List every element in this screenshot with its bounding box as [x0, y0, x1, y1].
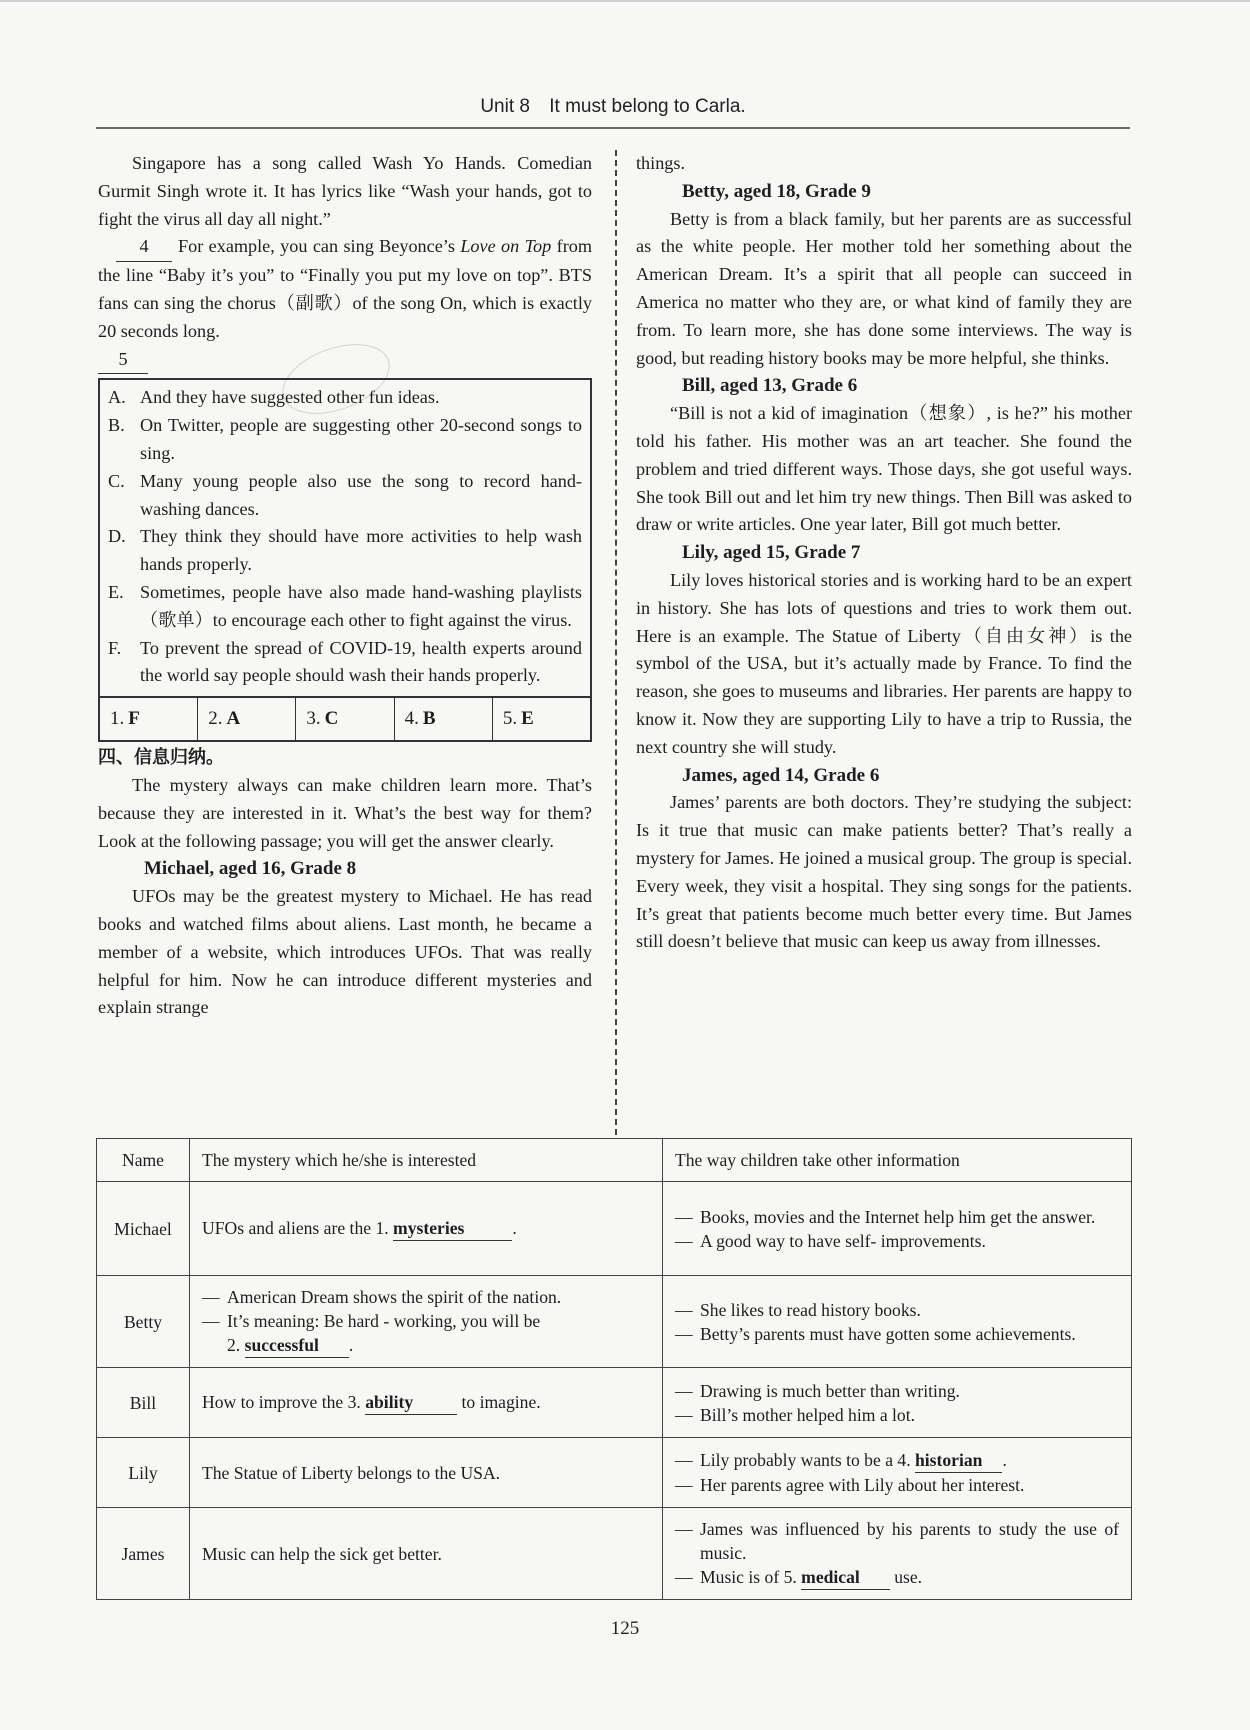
- table-row-lily: Lily The Statue of Liberty belongs to the USA. — Lily probably wants to be a 4. historian . — Her parents agree with Lily about her interest.: [97, 1438, 1132, 1508]
- table-row-betty: Betty — American Dream shows the spirit of the nation. — It’s meaning: Be hard - working, you will be 2. successful . — She likes to read history books. — Betty’s parents must have gotten some achievements.: [97, 1276, 1132, 1368]
- james-paragraph: James’ parents are both doctors. They’re studying the subject: Is it true that music can make patients better? That’s really a mystery for James. He joined a musical group. The group is special. Every week, they visit a hospital. They sing songs for the patients. It’s great that patients become much better every time. But James still doesn’t believe that music can keep us away from illnesses.: [636, 792, 1132, 952]
- header-rule: [96, 127, 1130, 129]
- option-f: F. To prevent the spread of COVID-19, health experts around the world say people should wash their hands properly.: [108, 637, 582, 686]
- lily-paragraph: Lily loves historical stories and is working hard to be an expert in history. She has lots of questions and tries to work them out. Here is an example. The Statue of Liberty（自由女神）is the symbol of the USA, but it’s actually made by France. To find the reason, she goes to museums and libraries. Her parents are happy to know it. Now they are supporting Lily to have a trip to Russia, the next country she will study.: [636, 569, 1132, 757]
- answer-fill-2: successful: [245, 1333, 349, 1358]
- option-c: C. Many young people also use the song to record hand-washing dances.: [108, 470, 582, 519]
- answer-2: 2. A: [198, 698, 296, 740]
- bill-paragraph: “Bill is not a kid of imagination（想象）, is he?” his mother told his father. His mother was an art teacher. She found the problem and tried different ways. Those days, she got useful ways. She took Bill out and let him try new things. Then Bill was asked to draw or write articles. One year later, Bill got much better.: [636, 403, 1132, 535]
- header-name: Name: [97, 1139, 190, 1182]
- header-mystery: The mystery which he/she is interested: [190, 1139, 663, 1182]
- left-column: [98, 150, 592, 1022]
- right-column: [636, 150, 1132, 956]
- intro-paragraph: The mystery always can make children learn more. That’s because they are interested in it. What’s the best way for them? Look at the following passage; you will get the answer clearly.: [98, 774, 592, 851]
- answer-fill-3: ability: [365, 1390, 457, 1415]
- column-divider: [615, 150, 617, 1135]
- betty-heading: Betty, aged 18, Grade 9: [682, 180, 871, 202]
- song-title: Love on Top: [460, 236, 552, 257]
- option-a: A. And they have suggested other fun ideas.: [108, 387, 440, 408]
- table-row-michael: Michael UFOs and aliens are the 1. mysteries . — Books, movies and the Internet help him get the answer. — A good way to have self- improvements.: [97, 1182, 1132, 1276]
- table-header-row: [97, 1139, 1132, 1182]
- answer-4: 4. B: [395, 698, 493, 740]
- page-edge: [0, 0, 1250, 2]
- blank-5: 5: [98, 346, 148, 375]
- table-row-james: James Music can help the sick get better. — James was influenced by his parents to study the use of music. — Music is of 5. medical use.: [97, 1508, 1132, 1600]
- page-header: [96, 96, 1130, 126]
- answer-fill-1: mysteries: [393, 1216, 512, 1241]
- answer-1: 1. F: [100, 698, 198, 740]
- blank-4: 4: [116, 233, 172, 262]
- header-way: The way children take other information: [663, 1139, 1132, 1182]
- unit-label: Unit 8: [480, 96, 530, 117]
- lily-heading: Lily, aged 15, Grade 7: [682, 542, 861, 564]
- option-b: B. On Twitter, people are suggesting other 20-second songs to sing.: [108, 415, 582, 463]
- options-box: [98, 378, 592, 698]
- paragraph-blank5: [98, 346, 592, 375]
- paragraph-example: 4 For example, you can sing Beyonce’s Love on Top from the line “Baby it’s you” to “Finally you put my love on top”. BTS fans can sing the chorus（副歌）of the song On, which is exactly 20 seconds long.: [98, 233, 592, 345]
- answer-5: 5. E: [502, 708, 534, 730]
- michael-paragraph-continued: things.: [636, 153, 686, 173]
- table-row-bill: Bill How to improve the 3. ability to imagine. — Drawing is much better than writing. — Bill’s mother helped him a lot.: [97, 1368, 1132, 1438]
- michael-paragraph: UFOs may be the greatest mystery to Michael. He has read books and watched films about aliens. Last month, he became a member of a website, which introduces UFOs. That was really helpful for him. Now he can introduce different mysteries and explain strange: [98, 886, 592, 1018]
- betty-paragraph: Betty is from a black family, but her parents are as successful as the white people. Her mother told her something about the American Dream. It’s a spirit that all people can succeed in America no matter who they are, or what kind of family they are from. To learn more, she has done some interviews. The way is good, but reading history books may be more helpful, she thinks.: [636, 208, 1132, 368]
- james-heading: James, aged 14, Grade 6: [682, 764, 880, 786]
- page-number: 125: [610, 1618, 640, 1639]
- bill-heading: Bill, aged 13, Grade 6: [682, 375, 858, 397]
- unit-title: It must belong to Carla.: [549, 96, 746, 117]
- summary-table: [96, 1138, 1132, 1600]
- answer-3: 3. C: [296, 698, 394, 740]
- michael-heading: Michael, aged 16, Grade 8: [144, 858, 357, 880]
- option-e: E. Sometimes, people have also made hand-washing playlists（歌单）to encourage each other to fight against the virus.: [108, 581, 582, 630]
- option-d: D. They think they should have more activities to help wash hands properly.: [108, 526, 582, 575]
- paragraph-singapore: Singapore has a song called Wash Yo Hands. Comedian Gurmit Singh wrote it. It has lyrics like “Wash your hands, got to fight the virus all day all night.”: [98, 153, 592, 229]
- answer-row: [98, 698, 592, 742]
- answer-fill-4: historian: [915, 1448, 1002, 1473]
- section-title: 四、信息归纳。: [98, 747, 224, 769]
- answer-fill-5: medical: [801, 1565, 890, 1590]
